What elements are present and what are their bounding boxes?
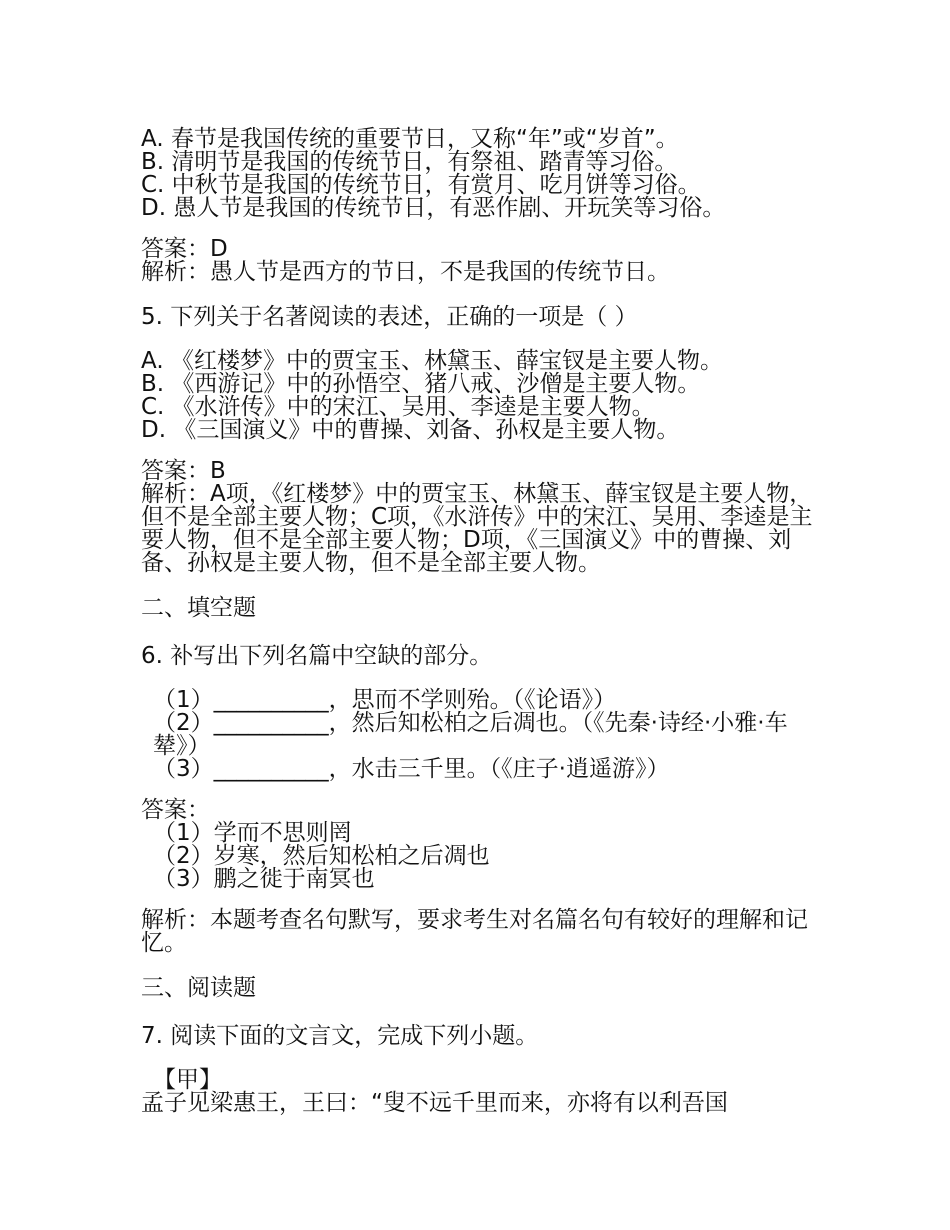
q6-blank-1: （1）__________，思而不学则殆。（《论语》） (153, 687, 617, 713)
q5-analysis: 解析：A项，《红楼梦》中的贾宝玉、林黛玉、薛宝钗是主要人物，但不是全部主要人物；C项，《水浒传》中的宋江、吴用、李逵是主要人物，但不是全部主要人物；D项，《三国演义》中的曹操、刘备、孙权是主要人物，但不是全部主要人物。 (141, 481, 813, 576)
q4-answer: 答案：D (141, 236, 228, 262)
q6-title: 6. 补写出下列名篇中空缺的部分。 (141, 643, 493, 669)
section-reading-heading: 三、阅读题 (141, 975, 256, 1001)
q6-analysis: 解析：本题考查名句默写，要求考生对名篇名句有较好的理解和记忆。 (141, 907, 808, 956)
q5-option-d: D. 《三国演义》中的曹操、刘备、孙权是主要人物。 (141, 417, 680, 443)
q6-answer-label: 答案： (141, 797, 210, 823)
q7-passage-text: 孟子见梁惠王，王曰：“叟不远千里而来，亦将有以利吾国 (141, 1090, 728, 1116)
q5-option-b: B. 《西游记》中的孙悟空、猪八戒、沙僧是主要人物。 (141, 371, 701, 397)
section-fill-blank-heading: 二、填空题 (141, 595, 256, 621)
q7-title: 7. 阅读下面的文言文，完成下列小题。 (141, 1023, 539, 1049)
q7-part-label: 【甲】 (153, 1067, 222, 1093)
q6-answer-1: （1）学而不思则罔 (153, 820, 352, 846)
q4-option-c: C. 中秋节是我国的传统节日，有赏月、吃月饼等习俗。 (141, 172, 701, 198)
q5-title: 5. 下列关于名著阅读的表述，正确的一项是（ ） (141, 304, 638, 330)
q6-blank-2: （2）__________，然后知松柏之后凋也。（《先秦·诗经·小雅·车辇》） (153, 710, 788, 759)
q5-option-a: A. 《红楼梦》中的贾宝玉、林黛玉、薛宝钗是主要人物。 (141, 348, 723, 374)
q4-option-d: D. 愚人节是我国的传统节日，有恶作剧、开玩笑等习俗。 (141, 195, 726, 221)
q5-options (141, 350, 813, 442)
q6-blank-3: （3）__________，水击三千里。（《庄子·逍遥游》） (153, 756, 670, 782)
q6-answer-2: （2）岁寒，然后知松柏之后凋也 (153, 843, 490, 869)
q4-option-a: A. 春节是我国传统的重要节日，又称“年”或“岁首”。 (141, 126, 679, 152)
q6-answers (141, 822, 813, 891)
q6-answer-3: （3）鹏之徙于南冥也 (153, 866, 375, 892)
document-page (141, 128, 813, 1115)
q4-options (141, 128, 813, 220)
q5-option-c: C. 《水浒传》中的宋江、吴用、李逵是主要人物。 (141, 394, 655, 420)
q4-analysis: 解析：愚人节是西方的节日，不是我国的传统节日。 (141, 259, 670, 285)
q4-option-b: B. 清明节是我国的传统节日，有祭祖、踏青等习俗。 (141, 149, 678, 175)
q6-blanks (141, 689, 813, 781)
q5-answer: 答案：B (141, 458, 226, 484)
